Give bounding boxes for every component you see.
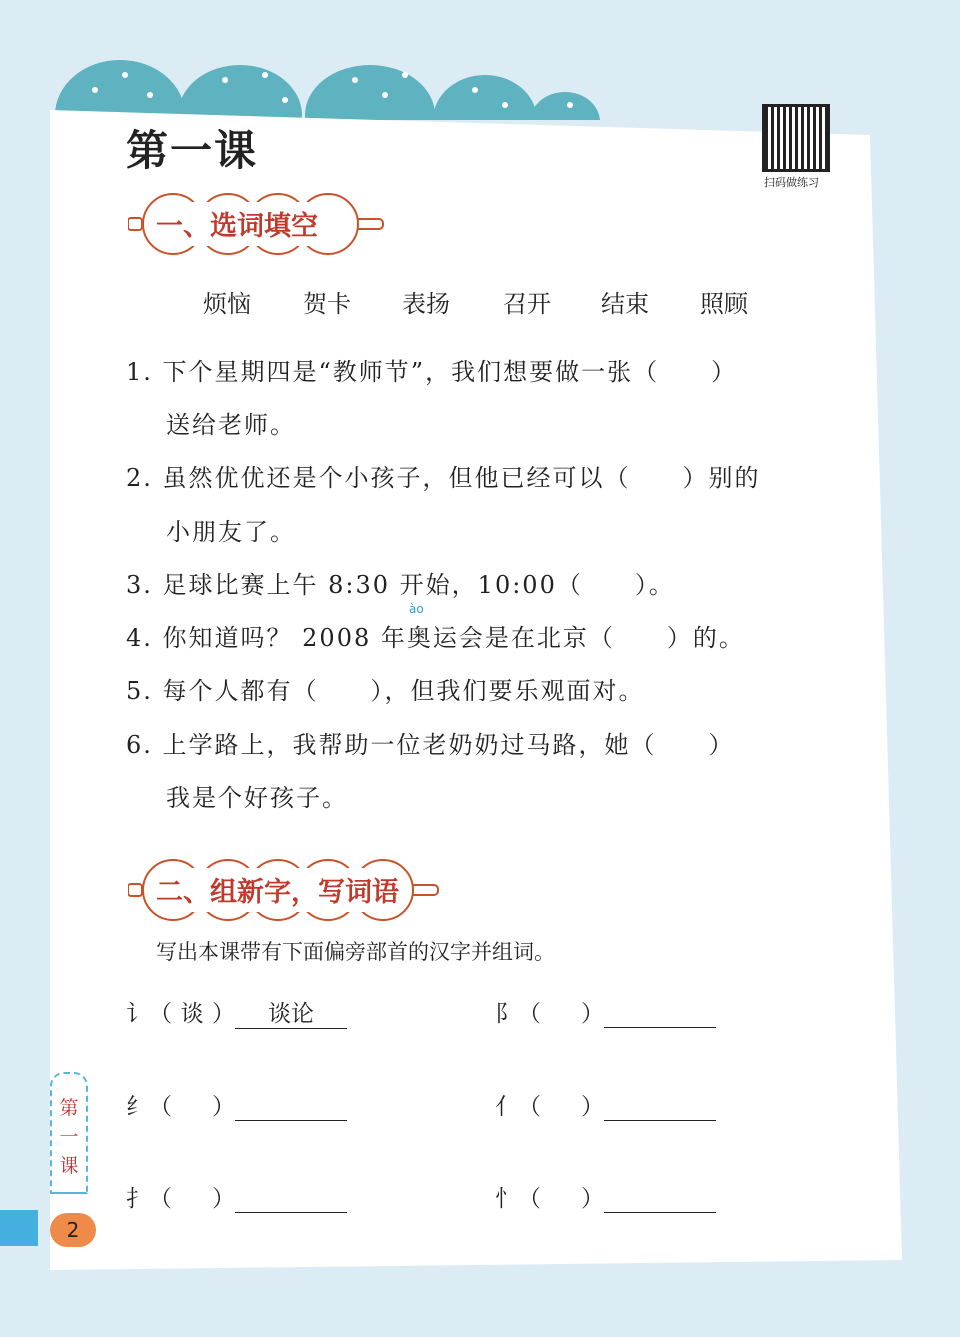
hills-decoration (55, 50, 615, 120)
qr-code[interactable] (762, 104, 830, 172)
lesson-side-tab (50, 1072, 88, 1194)
section1-heading: 一、选词填空 (156, 211, 318, 242)
radical-item: 讠（ 谈 ） 谈论 (126, 995, 347, 1029)
question-line: 小朋友了。 (166, 518, 296, 546)
question-line: 2. 虽然优优还是个小孩子，但他已经可以（ ）别的 (126, 464, 761, 492)
section2-instruction: 写出本课带有下面偏旁部首的汉字并组词。 (156, 940, 555, 964)
word-blank[interactable] (604, 1186, 716, 1213)
radical-item: 忄（ ） (495, 1180, 716, 1213)
question-line: 4. 你知道吗？ 2008 年奥运会是在北京（ ）的。 (126, 624, 745, 652)
section2-heading: 二、组新字，写词语 (156, 877, 399, 908)
radical: 纟 (126, 1094, 149, 1120)
side-tab-char: 一 (59, 1126, 79, 1148)
word-bank-item: 烦恼 (203, 290, 251, 318)
radical: 忄 (495, 1186, 518, 1212)
word-bank-item: 照顾 (700, 290, 748, 318)
new-char[interactable]: 谈 (180, 1001, 204, 1027)
word-blank[interactable] (235, 1186, 347, 1213)
question-line: 1. 下个星期四是“教师节”，我们想要做一张（ ） (126, 358, 738, 386)
page-edge-bar (0, 1210, 38, 1246)
radical: 阝 (495, 1001, 518, 1027)
radical-item: 纟（ ） (126, 1088, 347, 1121)
question-line: 6. 上学路上，我帮助一位老奶奶过马路，她（ ） (126, 731, 735, 759)
radical-item: 亻（ ） (495, 1088, 716, 1121)
word-bank-item: 召开 (503, 290, 551, 318)
question-line: 送给老师。 (166, 411, 296, 439)
radical-item: 阝（ ） (495, 995, 716, 1028)
word-bank-item: 贺卡 (303, 290, 351, 318)
question-line: 5. 每个人都有（ ），但我们要乐观面对。 (126, 677, 645, 705)
word-blank[interactable] (604, 1094, 716, 1121)
word-blank[interactable]: 谈论 (235, 995, 347, 1029)
radical: 扌 (126, 1186, 149, 1212)
word-blank[interactable] (235, 1094, 347, 1121)
radical-item: 扌（ ） (126, 1180, 347, 1213)
word-blank[interactable] (604, 1001, 716, 1028)
page-number: 2 (50, 1213, 96, 1247)
radical: 讠 (126, 1001, 149, 1027)
word-bank-item: 结束 (601, 290, 649, 318)
pinyin-annotation: ào (409, 602, 424, 616)
side-tab-char: 第 (59, 1097, 79, 1119)
word-bank-item: 表扬 (402, 290, 450, 318)
page-title: 第一课 (126, 126, 259, 175)
question-line: 3. 足球比赛上午 8:30 开始，10:00（ ）。 (126, 571, 675, 599)
radical: 亻 (495, 1094, 518, 1120)
side-tab-char: 课 (59, 1155, 79, 1177)
qr-label: 扫码做练习 (764, 176, 819, 189)
question-line: 我是个好孩子。 (166, 784, 348, 812)
